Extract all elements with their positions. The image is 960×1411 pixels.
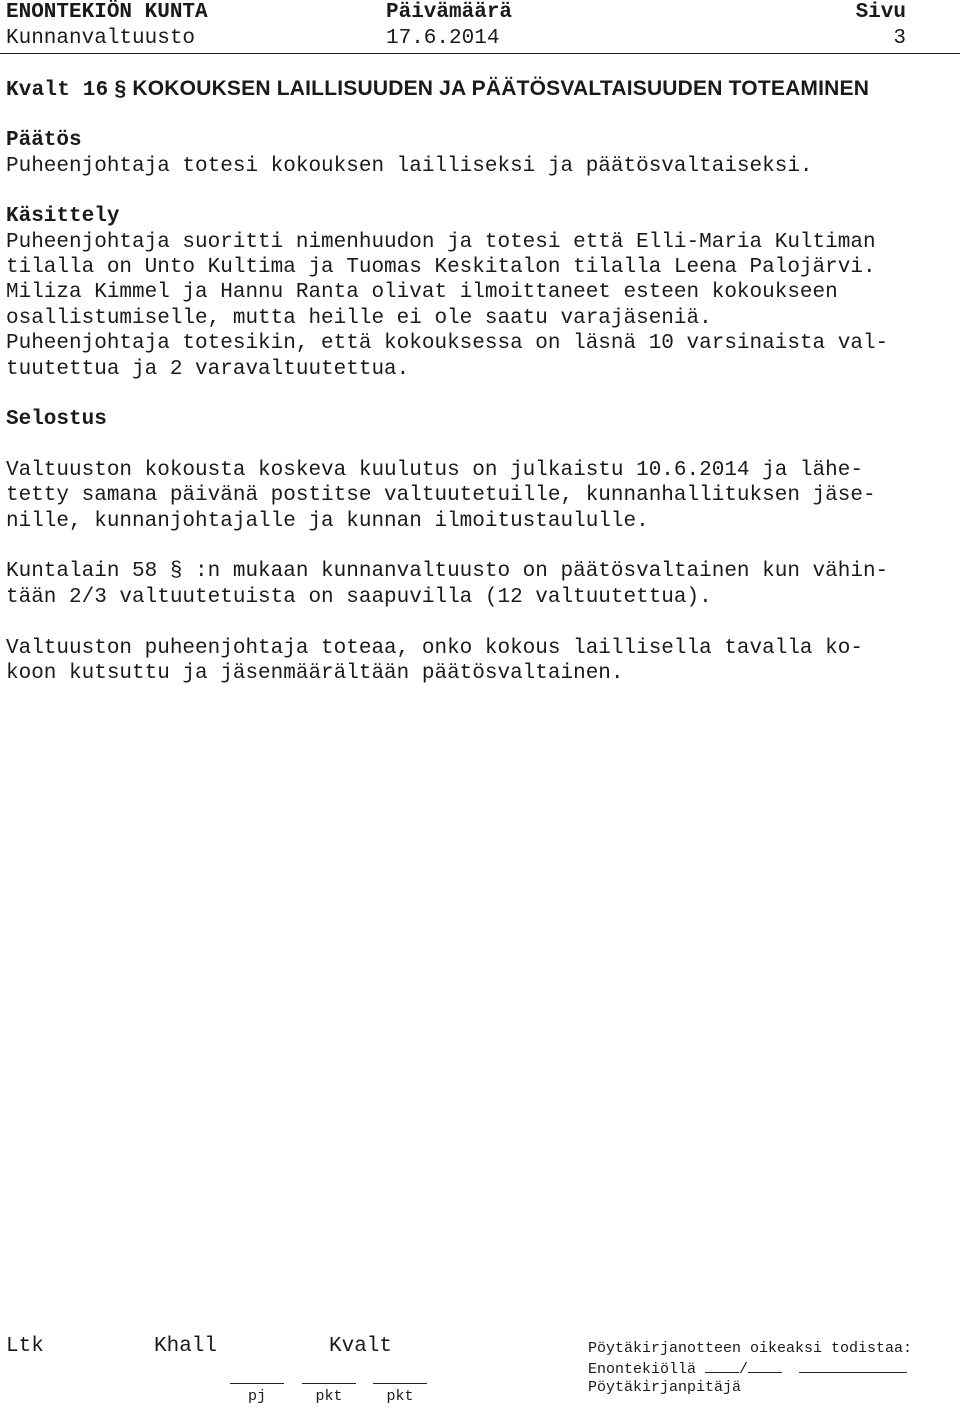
statement-paragraph-2: Kuntalain 58 § :n mukaan kunnanvaltuusto on päätösvaltainen kun vähin- tään 2/3 valtuutetuista on saapuvilla (12 valtuutettua).	[6, 560, 889, 609]
signature-line	[230, 1383, 284, 1384]
handling-section	[6, 204, 936, 382]
page-header	[6, 0, 906, 52]
decision-text: Puheenjohtaja totesi kokouksen lailliseksi ja päätösvaltaiseksi.	[6, 154, 813, 178]
day-blank	[705, 1358, 739, 1373]
signature-pkt-2-label: pkt	[386, 1388, 414, 1405]
handling-label: Käsittely	[6, 205, 120, 229]
decision-section	[6, 128, 936, 179]
page-footer	[6, 1334, 946, 1409]
signature-line	[373, 1383, 427, 1384]
signature-pkt-2	[373, 1383, 427, 1407]
certification-block	[588, 1340, 912, 1397]
ltk-label: Ltk	[6, 1335, 44, 1358]
document-body	[6, 76, 936, 686]
statement-section	[6, 407, 936, 686]
section-symbol: §	[114, 77, 127, 100]
page-label: Sivu	[855, 1, 906, 24]
section-code: Kvalt 16	[6, 79, 109, 102]
signature-pj	[230, 1383, 284, 1407]
month-blank	[748, 1358, 782, 1373]
statement-label: Selostus	[6, 408, 107, 432]
signature-blank	[799, 1358, 907, 1373]
date-slash: /	[739, 1361, 749, 1378]
signature-line	[302, 1383, 356, 1384]
statement-paragraph-3: Valtuuston puheenjohtaja toteaa, onko kokous laillisella tavalla ko- koon kutsuttu ja jäsenmäärältään päätösvaltainen.	[6, 636, 863, 686]
page-number: 3	[893, 27, 906, 50]
organization-name: ENONTEKIÖN KUNTA	[6, 1, 208, 24]
date-label: Päivämäärä	[386, 1, 513, 24]
header-row-labels	[6, 0, 906, 26]
certification-role: Pöytäkirjanpitäjä	[588, 1379, 742, 1396]
decision-label: Päätös	[6, 129, 82, 153]
khall-label: Khall	[154, 1335, 218, 1358]
body-name: Kunnanvaltuusto	[6, 27, 196, 50]
handling-text: Puheenjohtaja suoritti nimenhuudon ja totesi että Elli-Maria Kultiman tilalla on Unto Kultima ja Tuomas Keskitalon tilalla Leena Palojärvi. Miliza Kimmel ja Hannu Ranta olivat ilmoittaneet esteen kokoukseen osallistumiselle, mutta heille ei ole saatu varajäseniä. Puheenjohtaja totesikin, että kokouksessa on läsnä 10 varsinaista val- tuutettua ja 2 varavaltuutettua.	[6, 230, 889, 381]
signature-pkt-1-label: pkt	[315, 1388, 343, 1405]
signature-pkt-1	[302, 1383, 356, 1407]
section-heading: KOKOUKSEN LAILLISUUDEN JA PÄÄTÖSVALTAISUUDEN TOTEAMINEN	[132, 77, 870, 100]
section-title	[6, 76, 936, 103]
certification-place-line	[588, 1358, 912, 1379]
certification-title: Pöytäkirjanotteen oikeaksi todistaa:	[588, 1340, 913, 1357]
meeting-date: 17.6.2014	[386, 27, 500, 50]
distribution-labels	[6, 1334, 392, 1360]
header-divider	[0, 53, 960, 54]
statement-paragraph-1: Valtuuston kokousta koskeva kuulutus on julkaistu 10.6.2014 ja lähe- tetty samana päivänä postitse valtuutetuille, kunnanhallituksen jäse- nille, kunnanjohtajalle ja kunnan ilmoitustaululle.	[6, 458, 876, 533]
header-row-values	[6, 26, 906, 52]
kvalt-label: Kvalt	[329, 1335, 393, 1358]
signature-pj-label: pj	[247, 1388, 266, 1405]
certification-place: Enontekiöllä	[588, 1361, 697, 1378]
